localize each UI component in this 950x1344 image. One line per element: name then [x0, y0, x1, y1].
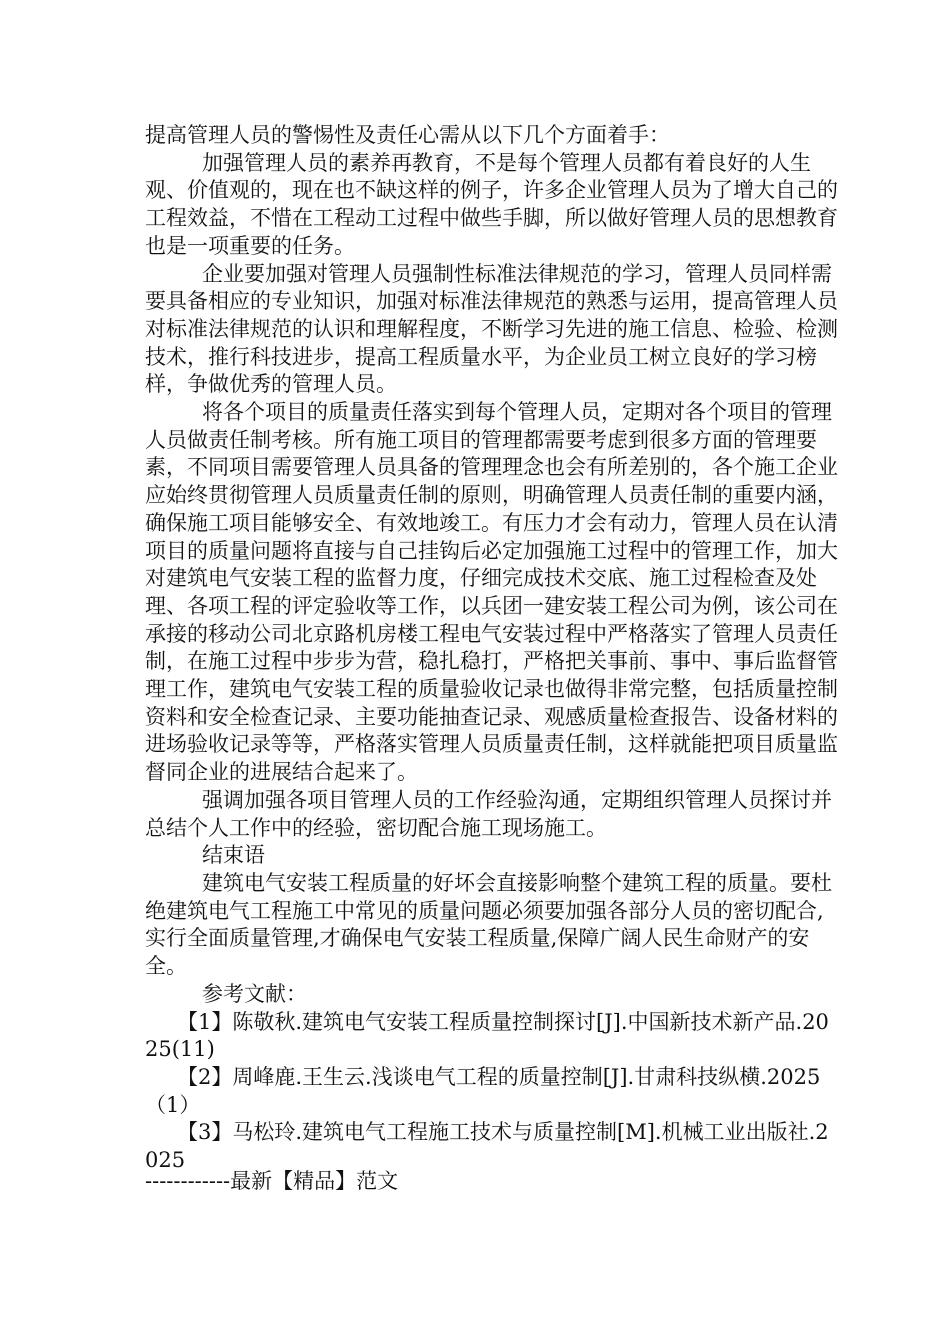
reference-item: 【3】马松玲.建筑电气工程施工技术与质量控制[M].机械工业出版社.2025: [145, 1120, 829, 1173]
reference-item: 【2】周峰鹿.王生云.浅谈电气工程的质量控制[J].甘肃科技纵横.2025（1）: [145, 1064, 821, 1117]
paragraph-conclusion: 建筑电气安装工程质量的好坏会直接影响整个建筑工程的质量。要杜绝建筑电气工程施工中常见的质量问题必须要加强各部分人员的密切配合,实行全面质量管理,才确保电气安装工程质量,保障广阔人民生命财产的安全。: [145, 870, 832, 979]
paragraph-standards-study: 企业要加强对管理人员强制性标准法律规范的学习，管理人员同样需要具备相应的专业知识，加强对标准法律规范的熟悉与运用，提高管理人员对标准法律规范的认识和理解程度，不断学习先进的施工信息、检验、检测技术，推行科技进步，提高工程质量水平，为企业员工树立良好的学习榜样，争做优秀的管理人员。: [145, 261, 838, 397]
document-body: [145, 122, 840, 1175]
paragraph-responsibility: 将各个项目的质量责任落实到每个管理人员，定期对各个项目的管理人员做责任制考核。所有施工项目的管理都需要考虑到很多方面的管理要素，不同项目需要管理人员具备的管理理念也会有所差别的，各个施工企业应始终贯彻管理人员质量责任制的原则，明确管理人员责任制的重要内涵，确保施工项目能够安全、有效地竣工。有压力才会有动力，管理人员在认清项目的质量问题将直接与自己挂钩后必定加强施工过程中的管理工作，加大对建筑电气安装工程的监督力度，仔细完成技术交底、施工过程检查及处理、各项工程的评定验收等工作，以兵团一建安装工程公司为例，该公司在承接的移动公司北京路机房楼工程电气安装过程中严格落实了管理人员责任制，在施工过程中步步为营，稳扎稳打，严格把关事前、事中、事后监督管理工作，建筑电气安装工程的质量验收记录也做得非常完整，包括质量控制资料和安全检查记录、主要功能抽查记录、观感质量检查报告、设备材料的进场验收记录等等，严格落实管理人员质量责任制，这样就能把项目质量监督同企业的进展结合起来了。: [145, 400, 838, 785]
reference-item: 【1】陈敬秋.建筑电气安装工程质量控制探讨[J].中国新技术新产品.2025(11): [145, 1009, 829, 1062]
section-heading-references: 参考文献：: [202, 981, 307, 1006]
paragraph-education: 加强管理人员的素养再教育，不是每个管理人员都有着良好的人生观、价值观的，现在也不缺这样的例子，许多企业管理人员为了增大自己的工程效益，不惜在工程动工过程中做些手脚，所以做好管理人员的思想教育也是一项重要的任务。: [145, 150, 838, 258]
intro-line: 提高管理人员的警惕性及责任心需从以下几个方面着手：: [145, 123, 670, 147]
section-heading-conclusion: 结束语: [202, 843, 265, 868]
paragraph-experience-exchange: 强调加强各项目管理人员的工作经验沟通，定期组织管理人员探讨并总结个人工作中的经验，密切配合施工现场施工。: [145, 787, 832, 840]
page-footer: ------------最新【精品】范文: [145, 1169, 399, 1193]
